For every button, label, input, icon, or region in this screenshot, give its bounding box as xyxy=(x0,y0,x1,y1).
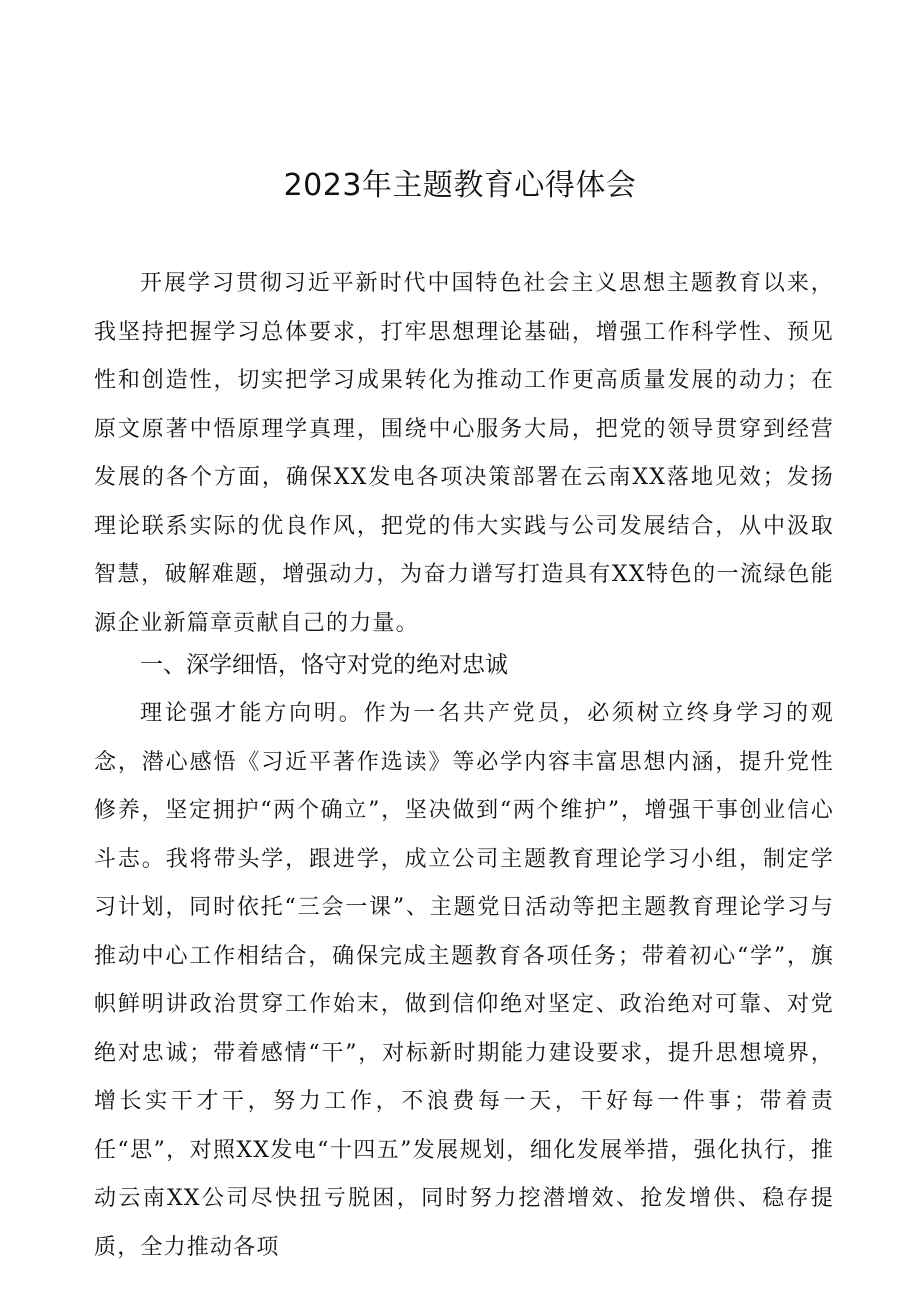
document-title: 2023年主题教育心得体会 xyxy=(283,168,637,203)
paragraph-section-1: 理论强才能方向明。作为一名共产党员，必须树立终身学习的观念，潜心感悟《习近平著作选读》等必学内容丰富思想内涵，提升党性修养，坚定拥护“两个确立”，坚决做到“两个维护”，增强干事创业信心斗志。我将带头学，跟进学，成立公司主题教育理论学习小组，制定学习计划，同时依托“三会一课”、主题党日活动等把主题教育理论学习与推动中心工作相结合，确保完成主题教育各项任务；带着初心“学”，旗帜鲜明讲政治贯穿工作始末，做到信仰绝对坚定、政治绝对可靠、对党绝对忠诚；带着感情“干”，对标新时期能力建设要求，提升思想境界，增长实干才干，努力工作，不浪费每一天，干好每一件事；带着责任“思”，对照XX发电“十四五”发展规划，细化发展举措，强化执行，推动云南XX公司尽快扭亏脱困，同时努力挖潜增效、抢发增供、稳存提质，全力推动各项 xyxy=(94,701,834,1260)
section-heading-1: 一、深学细悟，恪守对党的绝对忠诚 xyxy=(140,652,508,678)
paragraph-intro: 开展学习贯彻习近平新时代中国特色社会主义思想主题教育以来，我坚持把握学习总体要求，打牢思想理论基础，增强工作科学性、预见性和创造性，切实把学习成果转化为推动工作更高质量发展的动力；在原文原著中悟原理学真理，围绕中心服务大局，把党的领导贯穿到经营发展的各个方面，确保XX发电各项决策部署在云南XX落地见效；发扬理论联系实际的优良作风，把党的伟大实践与公司发展结合，从中汲取智慧，破解难题，增强动力，为奋力谱写打造具有XX特色的一流绿色能源企业新篇章贡献自己的力量。 xyxy=(94,271,834,636)
